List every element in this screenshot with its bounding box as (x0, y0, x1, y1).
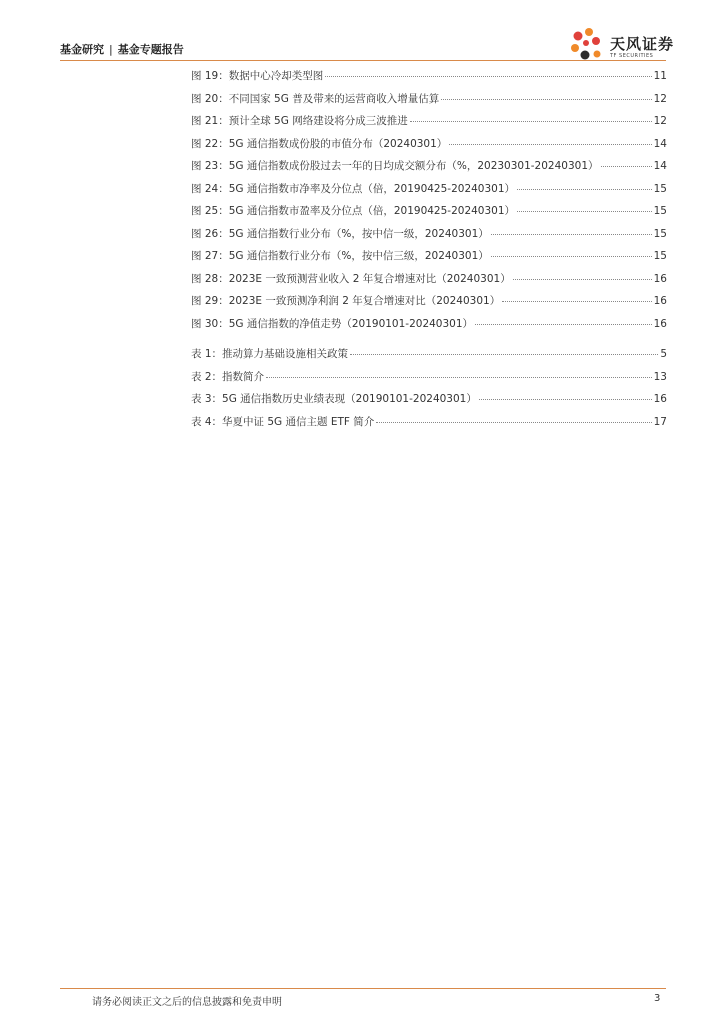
dot-leader (517, 211, 652, 212)
dot-leader (513, 279, 652, 280)
toc-figure-entry-page: 14 (653, 160, 667, 172)
toc-figure-entry[interactable] (191, 203, 667, 226)
toc-figure-entry-page: 15 (653, 205, 667, 217)
table-list (191, 346, 667, 436)
toc-table-entry-page: 17 (653, 415, 667, 428)
header-divider-line (60, 60, 666, 61)
toc-figure-entry-page: 15 (653, 250, 667, 262)
toc-figure-entry[interactable] (191, 158, 667, 181)
toc-figure-entry-label: 图 23：5G 通信指数成份股过去一年的日均成交额分布（%，20230301-20240301） (191, 160, 599, 172)
toc-figure-entry[interactable] (191, 248, 667, 271)
toc-figure-entry[interactable] (191, 113, 667, 136)
toc-figure-entry-label: 图 25：5G 通信指数市盈率及分位点（倍，20190425-20240301） (191, 205, 516, 217)
toc-figure-entry-label: 图 19：数据中心冷却类型图 (191, 70, 324, 82)
dot-leader (266, 377, 652, 378)
toc-figure-entry-page: 11 (653, 70, 667, 82)
toc-figure-entry-page: 12 (653, 115, 667, 127)
toc-figure-entry[interactable] (191, 226, 667, 249)
footer-disclaimer: 请务必阅读正文之后的信息披露和免责申明 (92, 997, 282, 1008)
dot-leader (491, 256, 652, 257)
toc-figure-entry-label: 图 24：5G 通信指数市净率及分位点（倍，20190425-20240301） (191, 182, 516, 195)
toc-table-entry-label: 表 2：指数简介 (191, 370, 265, 383)
dot-leader (517, 189, 652, 190)
dot-leader (350, 354, 658, 355)
header-section: 基金研究 (60, 43, 104, 56)
logo-subtitle: TF SECURITIES (610, 53, 654, 59)
dot-leader (376, 422, 651, 423)
toc-figure-entry[interactable] (191, 181, 667, 204)
dot-leader (491, 234, 652, 235)
header-subsection: 基金专题报告 (117, 43, 184, 56)
dot-leader (475, 324, 652, 325)
toc-figure-entry-label: 图 20：不同国家 5G 普及带来的运营商收入增量估算 (191, 92, 440, 105)
figure-list (191, 68, 667, 338)
dot-leader (410, 121, 652, 122)
toc-figure-entry[interactable] (191, 271, 667, 294)
toc-table-entry[interactable] (191, 369, 667, 392)
logo-name: 天风证券 (610, 35, 675, 53)
toc-table-entry-page: 16 (653, 393, 667, 405)
toc-table-entry-label: 表 1：推动算力基础设施相关政策 (191, 348, 349, 360)
toc-figure-entry-label: 图 22：5G 通信指数成份股的市值分布（20240301） (191, 137, 448, 150)
toc-figure-entry-page: 16 (653, 295, 667, 307)
toc-figure-entry[interactable] (191, 91, 667, 114)
toc-figure-entry[interactable] (191, 136, 667, 159)
dot-leader (502, 301, 651, 302)
toc-figure-entry-page: 14 (653, 137, 667, 150)
toc-figure-entry-label: 图 30：5G 通信指数的净值走势（20190101-20240301） (191, 317, 474, 330)
toc-figure-entry-label: 图 27：5G 通信指数行业分布（%，按中信三级，20240301） (191, 250, 489, 262)
header-divider: | (109, 43, 113, 56)
toc-figure-entry[interactable] (191, 68, 667, 91)
toc-figure-entry[interactable] (191, 316, 667, 339)
dot-leader (601, 166, 652, 167)
dot-leader (479, 399, 652, 400)
toc-table-entry[interactable] (191, 391, 667, 414)
toc-figure-entry-label: 图 26：5G 通信指数行业分布（%，按中信一级，20240301） (191, 227, 489, 240)
toc-figure-entry-page: 16 (653, 272, 667, 285)
logo-flower-icon (568, 24, 608, 64)
toc-figure-entry-label: 图 21：预计全球 5G 网络建设将分成三波推进 (191, 115, 408, 127)
page-number: 3 (654, 993, 661, 1004)
footer-divider-line (60, 988, 666, 989)
toc-figure-entry-page: 12 (653, 92, 667, 105)
toc-table-entry-label: 表 4：华夏中证 5G 通信主题 ETF 简介 (191, 415, 375, 428)
toc-figure-entry-page: 16 (653, 317, 667, 330)
toc-table-entry-label: 表 3：5G 通信指数历史业绩表现（20190101-20240301） (191, 393, 477, 405)
dot-leader (325, 76, 651, 77)
toc-figure-entry-label: 图 28：2023E 一致预测营业收入 2 年复合增速对比（20240301） (191, 272, 511, 285)
company-logo (568, 24, 678, 64)
toc-table-entry[interactable] (191, 346, 667, 369)
toc-table-entry[interactable] (191, 414, 667, 437)
dot-leader (441, 99, 651, 100)
toc-figure-entry[interactable] (191, 293, 667, 316)
toc-figure-entry-label: 图 29：2023E 一致预测净利润 2 年复合增速对比（20240301） (191, 295, 501, 307)
toc-figure-entry-page: 15 (653, 182, 667, 195)
toc-figure-entry-page: 15 (653, 227, 667, 240)
toc-table-entry-page: 5 (660, 348, 667, 360)
dot-leader (449, 144, 651, 145)
toc-table-entry-page: 13 (653, 370, 667, 383)
header-breadcrumb (60, 41, 184, 57)
